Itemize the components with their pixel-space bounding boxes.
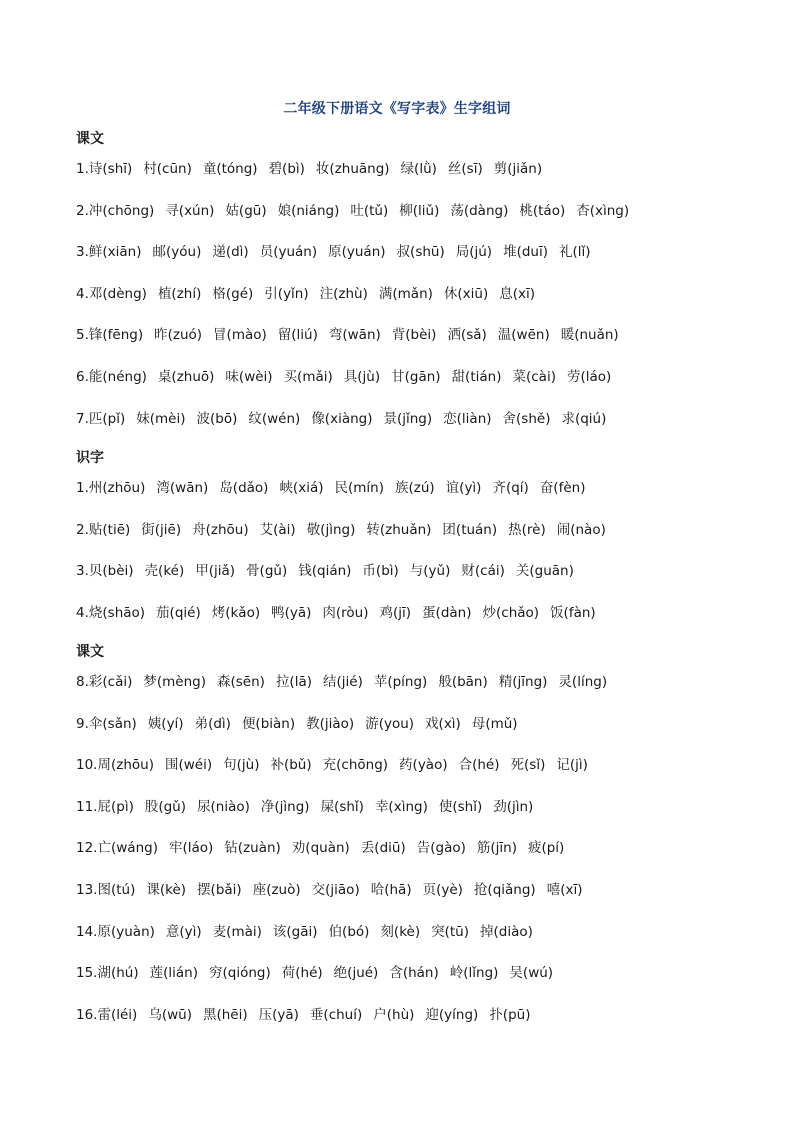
character-pinyin: 伞(sǎn) bbox=[88, 715, 137, 732]
character-pinyin: 劝(quàn) bbox=[291, 840, 350, 857]
word-row bbox=[76, 838, 754, 880]
character-pinyin: 妆(zhuāng) bbox=[315, 161, 390, 177]
word-row bbox=[76, 797, 754, 839]
section-heading: 识字 bbox=[76, 450, 104, 466]
character-pinyin: 图(tú) bbox=[97, 881, 136, 898]
character-pinyin: 告(gào) bbox=[416, 840, 466, 857]
word-row bbox=[76, 922, 754, 964]
character-pinyin: 荷(hé) bbox=[281, 965, 323, 982]
word-row bbox=[76, 478, 754, 520]
character-pinyin: 周(zhōu) bbox=[97, 757, 154, 774]
character-pinyin: 财(cái) bbox=[461, 563, 505, 580]
character-pinyin: 舟(zhōu) bbox=[192, 521, 249, 538]
character-pinyin: 甘(gān) bbox=[391, 368, 441, 385]
character-pinyin: 族(zú) bbox=[394, 480, 435, 496]
character-pinyin: 寻(xún) bbox=[165, 202, 215, 219]
character-pinyin: 户(hù) bbox=[373, 1006, 415, 1023]
character-pinyin: 精(jīng) bbox=[498, 674, 548, 690]
character-pinyin: 教(jiào) bbox=[306, 715, 355, 732]
character-pinyin: 留(liú) bbox=[277, 327, 318, 344]
character-pinyin: 原(yuàn) bbox=[97, 923, 155, 940]
character-pinyin: 关(guān) bbox=[515, 563, 574, 580]
character-pinyin: 绿(lǜ) bbox=[400, 161, 437, 177]
character-pinyin: 屁(pì) bbox=[97, 798, 134, 815]
section-heading: 课文 bbox=[76, 644, 104, 660]
character-pinyin: 茄(qié) bbox=[156, 604, 201, 621]
word-row bbox=[76, 755, 754, 797]
character-pinyin: 妹(mèi) bbox=[136, 410, 186, 427]
character-pinyin: 奋(fèn) bbox=[539, 480, 586, 496]
character-pinyin: 弯(wān) bbox=[328, 327, 381, 344]
character-pinyin: 死(sǐ) bbox=[510, 757, 546, 774]
character-pinyin: 舍(shě) bbox=[502, 410, 551, 427]
row-number: 3. bbox=[76, 563, 89, 580]
character-pinyin: 剪(jiǎn) bbox=[493, 161, 543, 177]
row-number: 13. bbox=[76, 881, 98, 898]
character-pinyin: 闹(nào) bbox=[556, 521, 606, 538]
character-pinyin: 该(gāi) bbox=[272, 923, 318, 940]
character-pinyin: 刻(kè) bbox=[380, 923, 421, 940]
character-pinyin: 币(bì) bbox=[362, 563, 399, 580]
character-pinyin: 鸭(yā) bbox=[271, 604, 312, 621]
row-number: 2. bbox=[76, 202, 89, 219]
character-pinyin: 植(zhí) bbox=[157, 285, 202, 302]
character-pinyin: 游(you) bbox=[365, 715, 415, 732]
character-pinyin: 弟(dì) bbox=[194, 715, 231, 732]
character-pinyin: 钱(qián) bbox=[298, 563, 352, 580]
character-pinyin: 转(zhuǎn) bbox=[366, 521, 432, 538]
character-pinyin: 充(chōng) bbox=[322, 757, 389, 774]
character-pinyin: 锋(fēng) bbox=[88, 327, 144, 344]
row-number: 1. bbox=[76, 480, 89, 496]
character-pinyin: 湖(hú) bbox=[97, 965, 139, 982]
character-pinyin: 峡(xiá) bbox=[279, 480, 324, 496]
character-pinyin: 邓(dèng) bbox=[88, 285, 147, 302]
character-pinyin: 州(zhōu) bbox=[88, 480, 146, 496]
character-pinyin: 哈(hā) bbox=[370, 881, 412, 898]
character-pinyin: 母(mǔ) bbox=[471, 715, 518, 732]
section-heading: 课文 bbox=[76, 131, 104, 147]
character-pinyin: 麦(mài) bbox=[212, 923, 262, 940]
character-pinyin: 森(sēn) bbox=[217, 674, 265, 690]
character-pinyin: 吴(wú) bbox=[509, 965, 554, 982]
character-pinyin: 掉(diào) bbox=[480, 923, 533, 940]
row-number: 5. bbox=[76, 327, 89, 344]
character-pinyin: 甲(jiǎ) bbox=[195, 563, 236, 580]
character-pinyin: 钻(zuàn) bbox=[224, 840, 281, 857]
row-number: 15. bbox=[76, 965, 98, 982]
character-pinyin: 般(bān) bbox=[438, 674, 488, 690]
character-pinyin: 抢(qiǎng) bbox=[473, 881, 536, 898]
character-pinyin: 结(jié) bbox=[323, 674, 363, 690]
character-pinyin: 温(wēn) bbox=[497, 327, 550, 344]
character-pinyin: 荡(dàng) bbox=[450, 202, 509, 219]
character-pinyin: 谊(yì) bbox=[445, 480, 482, 496]
row-number: 1. bbox=[76, 161, 89, 177]
word-row bbox=[76, 520, 754, 562]
row-number: 8. bbox=[76, 674, 89, 690]
row-number: 2. bbox=[76, 521, 89, 538]
character-pinyin: 艾(ài) bbox=[259, 521, 296, 538]
character-pinyin: 堆(duī) bbox=[503, 244, 548, 261]
word-row bbox=[76, 284, 754, 326]
page-title: 二年级下册语文《写字表》生字组词 bbox=[283, 101, 511, 117]
character-pinyin: 局(jú) bbox=[455, 244, 493, 261]
character-pinyin: 句(jù) bbox=[223, 757, 260, 774]
word-row bbox=[76, 201, 754, 243]
character-pinyin: 格(gé) bbox=[212, 285, 254, 302]
character-pinyin: 莲(lián) bbox=[149, 965, 199, 982]
character-pinyin: 压(yā) bbox=[258, 1006, 299, 1023]
character-pinyin: 迎(yíng) bbox=[425, 1006, 479, 1023]
character-pinyin: 补(bǔ) bbox=[270, 757, 312, 774]
row-number: 4. bbox=[76, 285, 89, 302]
character-pinyin: 合(hé) bbox=[458, 757, 500, 774]
character-pinyin: 童(tóng) bbox=[202, 161, 258, 177]
word-row bbox=[76, 561, 754, 603]
character-pinyin: 菜(cài) bbox=[512, 368, 556, 385]
character-pinyin: 摆(bǎi) bbox=[197, 881, 242, 898]
character-pinyin: 碧(bì) bbox=[268, 161, 305, 177]
character-pinyin: 民(mín) bbox=[334, 480, 384, 496]
character-pinyin: 像(xiàng) bbox=[311, 410, 373, 427]
character-pinyin: 满(mǎn) bbox=[378, 285, 433, 302]
character-pinyin: 背(bèi) bbox=[391, 327, 437, 344]
character-pinyin: 昨(zuó) bbox=[154, 327, 203, 344]
word-row bbox=[76, 367, 754, 409]
character-pinyin: 鲜(xiān) bbox=[88, 244, 142, 261]
character-pinyin: 肉(ròu) bbox=[322, 604, 369, 621]
character-pinyin: 湾(wān) bbox=[156, 480, 209, 496]
character-pinyin: 柳(liǔ) bbox=[399, 202, 440, 219]
character-pinyin: 桃(táo) bbox=[519, 202, 566, 219]
character-pinyin: 递(dì) bbox=[212, 244, 249, 261]
character-pinyin: 齐(qí) bbox=[492, 480, 529, 496]
character-pinyin: 蛋(dàn) bbox=[422, 604, 472, 621]
character-pinyin: 绝(jué) bbox=[333, 965, 379, 982]
character-pinyin: 叔(shū) bbox=[396, 244, 445, 261]
word-row bbox=[76, 603, 754, 645]
character-pinyin: 娘(niáng) bbox=[277, 202, 340, 219]
character-pinyin: 拉(lā) bbox=[275, 674, 312, 690]
character-pinyin: 筋(jīn) bbox=[476, 840, 517, 857]
character-pinyin: 息(xī) bbox=[499, 285, 536, 302]
character-pinyin: 礼(lǐ) bbox=[559, 244, 591, 261]
row-number: 12. bbox=[76, 840, 98, 857]
character-pinyin: 牢(láo) bbox=[168, 840, 214, 857]
character-pinyin: 杏(xìng) bbox=[576, 202, 630, 219]
row-number: 9. bbox=[76, 715, 89, 732]
word-row bbox=[76, 880, 754, 922]
character-pinyin: 味(wèi) bbox=[225, 368, 273, 385]
character-pinyin: 尿(niào) bbox=[197, 798, 250, 815]
character-pinyin: 能(néng) bbox=[88, 368, 147, 385]
character-pinyin: 桌(zhuō) bbox=[157, 368, 215, 385]
character-pinyin: 幸(xìng) bbox=[374, 798, 428, 815]
character-pinyin: 引(yǐn) bbox=[264, 285, 309, 302]
character-pinyin: 街(jiē) bbox=[141, 521, 182, 538]
character-pinyin: 含(hán) bbox=[389, 965, 439, 982]
character-pinyin: 烤(kǎo) bbox=[211, 604, 261, 621]
character-pinyin: 交(jiāo) bbox=[311, 881, 360, 898]
character-pinyin: 敬(jìng) bbox=[306, 521, 356, 538]
character-pinyin: 冲(chōng) bbox=[88, 202, 155, 219]
character-pinyin: 便(biàn) bbox=[241, 715, 296, 732]
character-pinyin: 姑(gū) bbox=[225, 202, 267, 219]
row-number: 14. bbox=[76, 923, 98, 940]
character-pinyin: 丢(diū) bbox=[360, 840, 406, 857]
character-pinyin: 注(zhù) bbox=[319, 285, 368, 302]
character-pinyin: 黑(hēi) bbox=[202, 1006, 248, 1023]
character-pinyin: 邮(yóu) bbox=[152, 244, 202, 261]
section-kewen-2 bbox=[76, 640, 754, 1046]
character-pinyin: 雷(léi) bbox=[97, 1006, 138, 1023]
row-number: 10. bbox=[76, 757, 98, 774]
character-pinyin: 壳(ké) bbox=[144, 563, 185, 580]
character-pinyin: 姨(yí) bbox=[147, 715, 184, 732]
character-pinyin: 嘻(xī) bbox=[546, 881, 583, 898]
character-pinyin: 丝(sī) bbox=[447, 161, 483, 177]
character-pinyin: 岛(dǎo) bbox=[219, 480, 269, 496]
character-pinyin: 劳(láo) bbox=[566, 368, 612, 385]
character-pinyin: 围(wéi) bbox=[164, 757, 213, 774]
character-pinyin: 课(kè) bbox=[146, 881, 187, 898]
character-pinyin: 屎(shǐ) bbox=[320, 798, 364, 815]
character-pinyin: 冒(mào) bbox=[213, 327, 267, 344]
character-pinyin: 恋(liàn) bbox=[443, 410, 492, 427]
character-pinyin: 纹(wén) bbox=[248, 410, 301, 427]
row-number: 4. bbox=[76, 604, 89, 621]
row-number: 16. bbox=[76, 1006, 98, 1023]
character-pinyin: 匹(pǐ) bbox=[88, 410, 126, 427]
word-row bbox=[76, 963, 754, 1005]
character-pinyin: 具(jù) bbox=[343, 368, 381, 385]
character-pinyin: 亡(wáng) bbox=[97, 840, 158, 857]
character-pinyin: 原(yuán) bbox=[328, 244, 386, 261]
character-pinyin: 求(qiú) bbox=[561, 410, 607, 427]
word-row bbox=[76, 242, 754, 284]
character-pinyin: 团(tuán) bbox=[442, 521, 498, 538]
character-pinyin: 与(yǔ) bbox=[409, 563, 451, 580]
character-pinyin: 炒(chǎo) bbox=[482, 604, 540, 621]
character-pinyin: 鸡(jī) bbox=[379, 604, 412, 621]
character-pinyin: 乌(wū) bbox=[148, 1006, 192, 1023]
row-number: 3. bbox=[76, 244, 89, 261]
character-pinyin: 灵(líng) bbox=[558, 674, 608, 690]
character-pinyin: 波(bō) bbox=[196, 410, 238, 427]
character-pinyin: 岭(lǐng) bbox=[449, 965, 499, 982]
character-pinyin: 戏(xì) bbox=[425, 715, 461, 732]
character-pinyin: 诗(shī) bbox=[88, 161, 133, 177]
character-pinyin: 穷(qióng) bbox=[209, 965, 271, 982]
character-pinyin: 骨(gǔ) bbox=[246, 563, 288, 580]
word-row bbox=[76, 159, 754, 201]
character-pinyin: 买(mǎi) bbox=[283, 368, 333, 385]
character-pinyin: 意(yì) bbox=[165, 923, 202, 940]
character-pinyin: 贝(bèi) bbox=[88, 563, 134, 580]
character-pinyin: 员(yuán) bbox=[259, 244, 318, 261]
character-pinyin: 甜(tián) bbox=[451, 368, 502, 385]
character-pinyin: 页(yè) bbox=[422, 881, 463, 898]
character-pinyin: 烧(shāo) bbox=[88, 604, 146, 621]
section-shizi bbox=[76, 446, 754, 644]
word-row bbox=[76, 325, 754, 367]
character-pinyin: 记(jì) bbox=[556, 757, 588, 774]
character-pinyin: 苹(píng) bbox=[373, 674, 428, 690]
character-pinyin: 热(rè) bbox=[508, 521, 546, 538]
character-pinyin: 村(cūn) bbox=[143, 161, 192, 177]
character-pinyin: 休(xiū) bbox=[443, 285, 489, 302]
character-pinyin: 吐(tǔ) bbox=[350, 202, 389, 219]
word-row bbox=[76, 409, 754, 451]
character-pinyin: 彩(cǎi) bbox=[88, 674, 133, 690]
character-pinyin: 劲(jìn) bbox=[493, 798, 534, 815]
character-pinyin: 垂(chuí) bbox=[309, 1006, 363, 1023]
character-pinyin: 疲(pí) bbox=[527, 840, 565, 857]
character-pinyin: 使(shǐ) bbox=[438, 798, 483, 815]
word-row bbox=[76, 714, 754, 756]
row-number: 7. bbox=[76, 410, 89, 427]
word-row bbox=[76, 672, 754, 714]
character-pinyin: 净(jìng) bbox=[260, 798, 310, 815]
character-pinyin: 座(zuò) bbox=[252, 881, 301, 898]
character-pinyin: 饭(fàn) bbox=[550, 604, 596, 621]
word-row bbox=[76, 1005, 754, 1047]
character-pinyin: 突(tū) bbox=[431, 923, 469, 940]
character-pinyin: 暖(nuǎn) bbox=[560, 327, 619, 344]
row-number: 11. bbox=[76, 798, 98, 815]
character-pinyin: 扑(pū) bbox=[489, 1006, 531, 1023]
character-pinyin: 伯(bó) bbox=[328, 923, 370, 940]
row-number: 6. bbox=[76, 368, 89, 385]
character-pinyin: 景(jǐng) bbox=[383, 410, 433, 427]
character-pinyin: 梦(mèng) bbox=[143, 674, 206, 690]
character-pinyin: 股(gǔ) bbox=[144, 798, 187, 815]
character-pinyin: 药(yào) bbox=[399, 757, 448, 774]
character-pinyin: 洒(sǎ) bbox=[447, 327, 487, 344]
character-pinyin: 贴(tiē) bbox=[88, 521, 131, 538]
section-kewen-1 bbox=[76, 127, 754, 450]
